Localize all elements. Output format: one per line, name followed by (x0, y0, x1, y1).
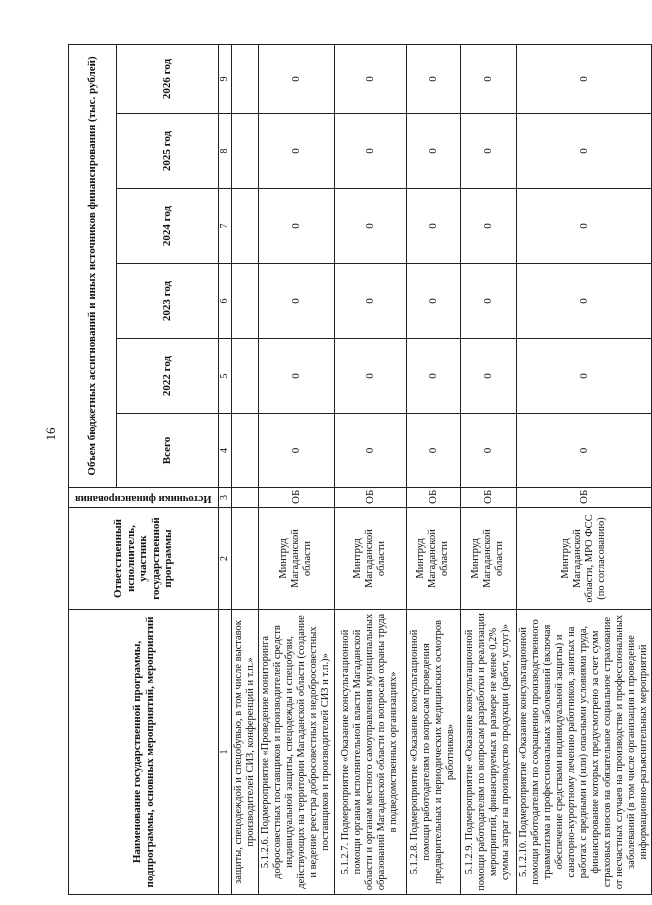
index-cell: 2 (219, 508, 232, 610)
row-value: 0 (259, 339, 334, 414)
row-source: ОБ (460, 488, 516, 508)
index-cell: 8 (219, 114, 232, 189)
row-value: 0 (334, 189, 406, 264)
index-cell: 4 (219, 414, 232, 488)
row-value: 0 (516, 339, 652, 414)
row-source: ОБ (259, 488, 334, 508)
budget-table-sheet (68, 45, 650, 895)
row-source: ОБ (334, 488, 406, 508)
header-source-cell (69, 488, 219, 508)
row-value: 0 (334, 44, 406, 113)
row-executor: Минтруд Магаданской области (334, 508, 406, 610)
row-value: 0 (334, 114, 406, 189)
row-value: 0 (406, 44, 460, 113)
row-name: 5.1.2.9. Подмероприятие «Оказание консультационной помощи работодателям по вопросам разработки и реализации мероприятий, финансируемых в размере не менее 0,2% суммы затрат на производство продукции (работ, услуг)» (460, 610, 516, 895)
index-cell: 6 (219, 264, 232, 339)
row-source (232, 488, 259, 508)
row-source: ОБ (516, 488, 652, 508)
row-value: 0 (406, 114, 460, 189)
page-number: 16 (43, 427, 58, 441)
header-year: 2025 год (117, 114, 219, 189)
rotated-page (68, 45, 650, 895)
row-source: ОБ (406, 488, 460, 508)
table-row (334, 44, 406, 894)
header-year: 2026 год (117, 44, 219, 113)
row-value: 0 (460, 264, 516, 339)
header-executor: Ответственный исполнитель, участник государственной программы (69, 508, 219, 610)
budget-table (68, 44, 652, 895)
row-value: 0 (460, 189, 516, 264)
row-name: 5.1.2.10. Подмероприятие «Оказание консультационной помощи работодателям по сокращению производственного травматизма и профессиональных заболеваний (включая обеспечение средствами индивидуальной защиты) и санаторно-курортному лечению работников, занятых на работах с вредными и (или) опасными условиями труда, финансирование которых предусмотрено за счет сумм страховых взносов на обязательное социальное страхование от несчастных случаев на производстве и профессиональных заболеваний (в том числе организация и проведение информационно-разъяснительных мероприятий (516, 610, 652, 895)
row-executor: Минтруд Магаданской области (460, 508, 516, 610)
row-value (232, 264, 259, 339)
row-executor: Минтруд Магаданской области (259, 508, 334, 610)
index-cell: 5 (219, 339, 232, 414)
header-year: 2024 год (117, 189, 219, 264)
header-source: Источники финансирования (75, 493, 212, 504)
row-value (232, 189, 259, 264)
row-name: 5.1.2.6. Подмероприятие «Проведение мониторинга добросовестных поставщиков и производителей средств индивидуальной защиты, спецодежды и спецобуви, действующих на территории Магаданской области (создание и ведение реестра добросовестных и недобросовестных поставщиков и производителей СИЗ и т.п.)» (259, 610, 334, 895)
header-name: Наименование государственной программы, подпрограммы, основных мероприятий, мероприятий (69, 610, 219, 895)
index-row (219, 44, 232, 894)
row-executor: Минтруд Магаданской области, МРО ФСС (по согласованию) (516, 508, 652, 610)
row-value (232, 114, 259, 189)
row-value (232, 44, 259, 113)
row-value: 0 (460, 414, 516, 488)
index-cell: 7 (219, 189, 232, 264)
table-row (460, 44, 516, 894)
row-value: 0 (259, 114, 334, 189)
row-value: 0 (406, 414, 460, 488)
row-value: 0 (516, 264, 652, 339)
row-name: 5.1.2.8. Подмероприятие «Оказание консультационной помощи работодателям по вопросам проведения предварительных и периодических медицинских осмотров работников» (406, 610, 460, 895)
row-value: 0 (460, 339, 516, 414)
row-value: 0 (516, 189, 652, 264)
row-value: 0 (460, 44, 516, 113)
header-year: 2022 год (117, 339, 219, 414)
row-value: 0 (334, 264, 406, 339)
row-value: 0 (460, 114, 516, 189)
row-value: 0 (259, 189, 334, 264)
row-value: 0 (259, 44, 334, 113)
row-value: 0 (516, 44, 652, 113)
row-value: 0 (334, 339, 406, 414)
row-value: 0 (516, 414, 652, 488)
row-name: 5.1.2.7. Подмероприятие «Оказание консультационной помощи органам исполнительной власти Магаданской области и органам местного самоуправления муниципальных образований Магаданской области по вопросам охраны труда в подведомственных организациях» (334, 610, 406, 895)
row-value: 0 (334, 414, 406, 488)
row-value: 0 (259, 414, 334, 488)
header-year: Всего (117, 414, 219, 488)
table-row (406, 44, 460, 894)
row-name: защиты, спецодеждой и спецобувью, в том числе выставок производителей СИЗ, конференций и т.п.» (232, 610, 259, 895)
row-value: 0 (516, 114, 652, 189)
row-value: 0 (259, 264, 334, 339)
header-year: 2023 год (117, 264, 219, 339)
index-cell: 1 (219, 610, 232, 895)
table-row (259, 44, 334, 894)
row-value (232, 414, 259, 488)
index-cell: 3 (219, 488, 232, 508)
table-row (516, 44, 652, 894)
row-value: 0 (406, 189, 460, 264)
index-cell: 9 (219, 44, 232, 113)
row-executor: Минтруд Магаданской области (406, 508, 460, 610)
row-executor (232, 508, 259, 610)
table-row (232, 44, 259, 894)
row-value: 0 (406, 264, 460, 339)
row-value: 0 (406, 339, 460, 414)
header-volume: Объем бюджетных ассигнований и иных источников финансирования (тыс. рублей) (69, 44, 117, 487)
row-value (232, 339, 259, 414)
